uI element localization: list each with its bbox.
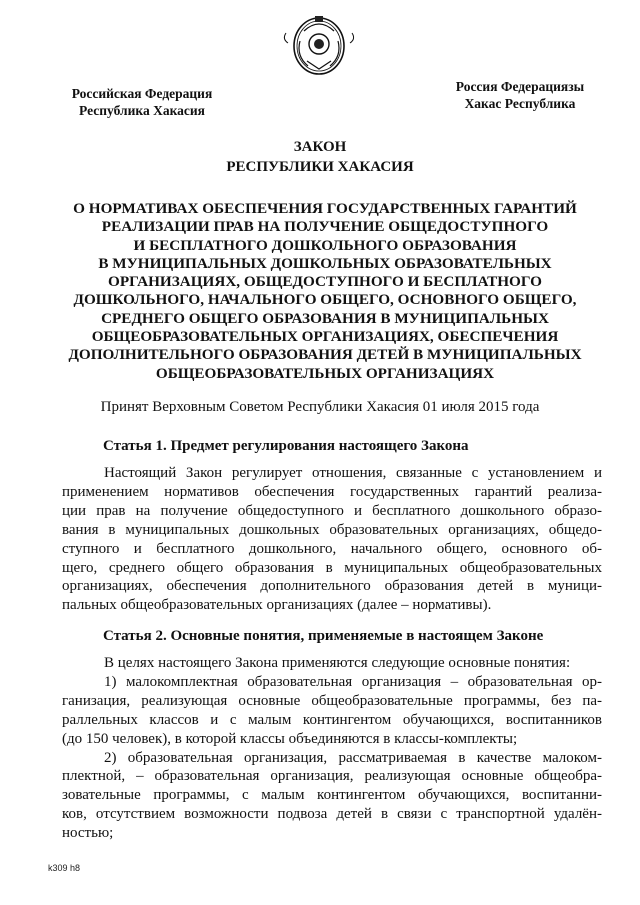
law-subject bbox=[40, 200, 610, 383]
paragraph-line: пальных общеобразовательных организациях (далее – нормативы). bbox=[62, 597, 492, 614]
paragraph-line: ностью; bbox=[62, 825, 114, 842]
article-1-heading: Статья 1. Предмет регулирования настоящего Закона bbox=[103, 438, 469, 454]
header-right-line-2: Хакас Республика bbox=[464, 96, 576, 111]
coat-of-arms-emblem bbox=[274, 11, 364, 81]
paragraph-line: В целях настоящего Закона применяются следующие основные понятия: bbox=[104, 655, 571, 671]
subject-line: ОБЩЕОБРАЗОВАТЕЛЬНЫХ ОРГАНИЗАЦИЯХ, ОБЕСПЕЧЕНИЯ bbox=[91, 328, 559, 346]
paragraph-line: щего, среднего общего образования в муниципальных общеобразовательных bbox=[62, 559, 602, 576]
law-title bbox=[0, 137, 640, 177]
document-code-footer: k309 h8 bbox=[48, 863, 81, 873]
subject-line: ДОПОЛНИТЕЛЬНОГО ОБРАЗОВАНИЯ ДЕТЕЙ В МУНИЦИПАЛЬНЫХ bbox=[68, 346, 582, 364]
paragraph-line: плектной, – образовательная организация, реализующая основные общеобра- bbox=[62, 768, 602, 785]
subject-line: РЕАЛИЗАЦИИ ПРАВ НА ПОЛУЧЕНИЕ ОБЩЕДОСТУПНОГО bbox=[101, 218, 549, 236]
paragraph-line: ков, отсутствием возможности подвоза детей в связи с транспортной удалён- bbox=[62, 806, 602, 823]
subject-line: СРЕДНЕГО ОБЩЕГО ОБРАЗОВАНИЯ В МУНИЦИПАЛЬНЫХ bbox=[101, 309, 549, 327]
paragraph-line: организациях, обеспечения дополнительного образования детей в муници- bbox=[62, 578, 602, 595]
subject-line: И БЕСПЛАТНОГО ДОШКОЛЬНОГО ОБРАЗОВАНИЯ bbox=[133, 236, 517, 254]
law-title-line-2: РЕСПУБЛИКИ ХАКАСИЯ bbox=[226, 159, 414, 175]
paragraph-line: 1) малокомплектная образовательная организация – образовательная ор- bbox=[104, 673, 602, 690]
paragraph-line: вания в муниципальных дошкольных образовательных организациях, общедо- bbox=[62, 521, 602, 538]
header-left-line-2: Республика Хакасия bbox=[79, 103, 205, 118]
subject-line: ОРГАНИЗАЦИЯХ, ОБЩЕДОСТУПНОГО И БЕСПЛАТНОГО bbox=[108, 273, 542, 291]
paragraph-line: ции прав на получение общедоступного и бесплатного дошкольного образо- bbox=[62, 502, 602, 519]
article-2-heading: Статья 2. Основные понятия, применяемые в настоящем Законе bbox=[103, 628, 544, 644]
header-left-line-1: Российская Федерация bbox=[71, 86, 213, 101]
article-1-body bbox=[62, 464, 602, 615]
paragraph-line: 2) образовательная организация, рассматриваемая в качестве малоком- bbox=[104, 749, 602, 766]
paragraph-line: (до 150 человек), в которой классы объединяются в классы-комплекты; bbox=[62, 730, 518, 747]
paragraph-line: ступного и бесплатного дошкольного, начального общего, основного об- bbox=[62, 540, 602, 557]
article-2-body bbox=[62, 654, 602, 843]
header-left bbox=[62, 85, 222, 119]
law-title-line-1: ЗАКОН bbox=[293, 139, 347, 155]
subject-line: О НОРМАТИВАХ ОБЕСПЕЧЕНИЯ ГОСУДАРСТВЕННЫХ ГАРАНТИЙ bbox=[73, 200, 577, 217]
subject-line: ОБЩЕОБРАЗОВАТЕЛЬНЫХ ОРГАНИЗАЦИЯХ bbox=[155, 364, 495, 382]
paragraph-line: ганизация, реализующая основные общеобразовательные программы, без па- bbox=[62, 692, 602, 709]
header-right-line-1: Россия Федерациязы bbox=[455, 79, 585, 94]
adoption-statement: Принят Верховным Советом Республики Хакасия 01 июля 2015 года bbox=[100, 399, 540, 415]
paragraph-line: Настоящий Закон регулирует отношения, связанные с установлением и bbox=[104, 465, 602, 481]
subject-line: ДОШКОЛЬНОГО, НАЧАЛЬНОГО ОБЩЕГО, ОСНОВНОГО ОБЩЕГО, bbox=[73, 291, 577, 309]
paragraph-line: применением нормативов обеспечения государственных гарантий реализа- bbox=[62, 483, 602, 500]
paragraph-line: зовательные программы, с малым контингентом обучающихся, воспитанни- bbox=[62, 787, 602, 804]
subject-line: В МУНИЦИПАЛЬНЫХ ДОШКОЛЬНЫХ ОБРАЗОВАТЕЛЬНЫХ bbox=[98, 254, 552, 272]
paragraph-line: раллельных классов и с малым контингентом обучающихся, воспитанников bbox=[62, 711, 602, 728]
header-right bbox=[440, 78, 600, 112]
